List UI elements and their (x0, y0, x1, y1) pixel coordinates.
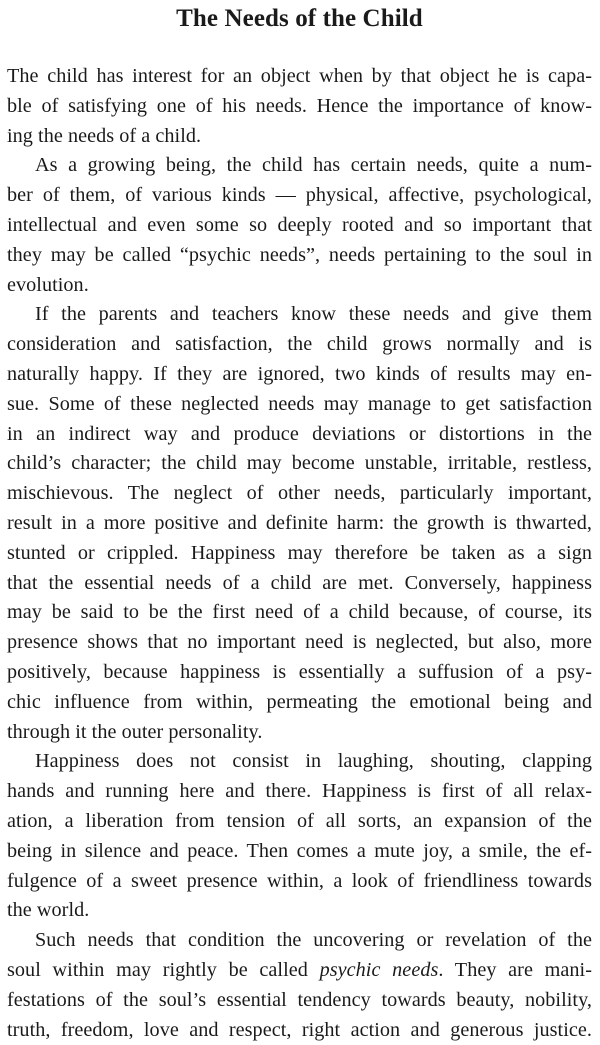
text-line-with-emphasis (7, 956, 592, 986)
text-line: truth, freedom, love and respect, right action and generous justice. (7, 1016, 592, 1045)
text-line: naturally happy. If they are ignored, two kinds of results may en- (7, 360, 592, 390)
text-line: chic influence from within, permeating the emotional being and (7, 688, 592, 718)
text-line: in an indirect way and produce deviations or distortions in the (7, 420, 592, 450)
chapter-title: The Needs of the Child (7, 0, 592, 44)
text-line: Happiness does not consist in laughing, shouting, clapping (7, 747, 592, 777)
text-line: child’s character; the child may become unstable, irritable, restless, (7, 449, 592, 479)
text-line: the world. (7, 896, 592, 926)
text-line: evolution. (7, 271, 592, 301)
paragraph-3 (7, 300, 592, 747)
chapter-body (7, 62, 592, 1045)
paragraph-2 (7, 151, 592, 300)
text-line: consideration and satisfaction, the child grows normally and is (7, 330, 592, 360)
text-line: result in a more positive and definite harm: the growth is thwarted, (7, 509, 592, 539)
text-segment: . They are mani- (438, 959, 592, 981)
text-line: If the parents and teachers know these needs and give them (7, 300, 592, 330)
text-line: being in silence and peace. Then comes a mute joy, a smile, the ef- (7, 837, 592, 867)
text-line: mischievous. The neglect of other needs, particularly important, (7, 479, 592, 509)
text-line: they may be called “psychic needs”, needs pertaining to the soul in (7, 241, 592, 271)
text-line: may be said to be the first need of a child because, of course, its (7, 598, 592, 628)
text-line: stunted or crippled. Happiness may therefore be taken as a sign (7, 539, 592, 569)
text-line: ing the needs of a child. (7, 122, 592, 152)
text-segment: soul within may rightly be called (7, 959, 320, 981)
text-line: festations of the soul’s essential tendency towards beauty, nobility, (7, 986, 592, 1016)
text-line: hands and running here and there. Happiness is first of all relax- (7, 777, 592, 807)
text-line: positively, because happiness is essentially a suffusion of a psy- (7, 658, 592, 688)
text-line: fulgence of a sweet presence within, a look of friendliness towards (7, 867, 592, 897)
paragraph-4 (7, 747, 592, 926)
text-line: through it the outer personality. (7, 718, 592, 748)
text-line: ble of satisfying one of his needs. Hence the importance of know- (7, 92, 592, 122)
text-line: presence shows that no important need is neglected, but also, more (7, 628, 592, 658)
text-line: that the essential needs of a child are met. Conversely, happiness (7, 569, 592, 599)
text-line: ation, a liberation from tension of all sorts, an expansion of the (7, 807, 592, 837)
text-line: Such needs that condition the uncovering or revelation of the (7, 926, 592, 956)
text-line: ber of them, of various kinds — physical, affective, psychological, (7, 181, 592, 211)
text-line: sue. Some of these neglected needs may manage to get satisfaction (7, 390, 592, 420)
text-line: As a growing being, the child has certain needs, quite a num- (7, 151, 592, 181)
emphasized-term: psychic needs (320, 959, 439, 981)
paragraph-1 (7, 62, 592, 151)
text-line: The child has interest for an object when by that object he is capa- (7, 62, 592, 92)
text-line: intellectual and even some so deeply rooted and so important that (7, 211, 592, 241)
paragraph-5 (7, 926, 592, 1045)
